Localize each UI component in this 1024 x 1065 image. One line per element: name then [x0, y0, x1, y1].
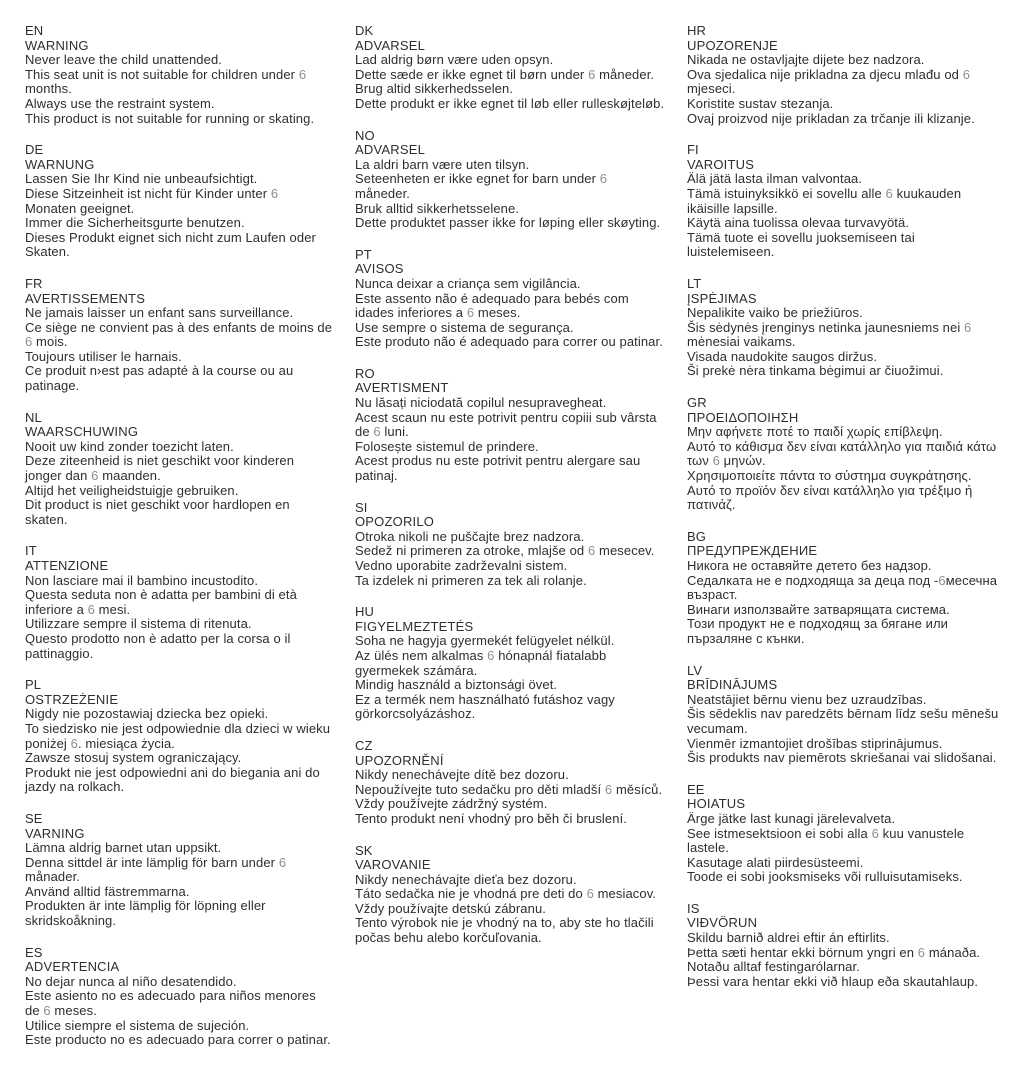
language-code: DE: [25, 142, 44, 158]
warning-line: Never leave the child unattended.: [25, 52, 222, 68]
age-number: 6: [587, 543, 596, 559]
warning-line: Visada naudokite saugos diržus.: [687, 348, 878, 364]
warning-line: Soha ne hagyja gyermekét felügyelet nélkül.: [355, 633, 615, 649]
warning-section-ee: [687, 783, 999, 885]
warning-line: Šis sėdynės įrenginys netinka jaunesniems nei 6 mėnesiai vaikams.: [687, 319, 972, 350]
warning-line: Táto sedačka nie je vhodná pre deti do 6 mesiacov.: [355, 886, 657, 902]
age-number: 6: [43, 1003, 51, 1019]
warning-line: Mindig használd a biztonsági övet.: [355, 677, 558, 693]
warning-line: Ova sjedalica nije prikladna za djecu mlađu od 6 mjeseci.: [687, 66, 971, 97]
warning-line: Toujours utiliser le harnais.: [25, 348, 182, 364]
warning-line: Otroka nikoli ne puščajte brez nadzora.: [355, 528, 585, 544]
age-number: 6: [270, 185, 279, 201]
warning-line: Folosește sistemul de prindere.: [355, 438, 539, 454]
warning-line: Nooit uw kind zonder toezicht laten.: [25, 438, 234, 454]
warning-line: Skildu barnið aldrei eftir án eftirlits.: [687, 930, 890, 946]
warning-column-2: [355, 24, 665, 1065]
language-code: PT: [355, 246, 372, 262]
age-number: 6: [278, 854, 287, 870]
warning-line: Винаги използвайте затварящата система.: [687, 601, 950, 617]
language-code: BG: [687, 528, 706, 544]
warning-section-dk: [355, 24, 665, 112]
age-number: 6: [917, 944, 926, 960]
age-number: 6: [885, 185, 893, 201]
warning-section-gr: [687, 396, 999, 513]
warning-line: Ce siège ne convient pas à des enfants de moins de 6 mois.: [25, 319, 333, 350]
warning-line: This seat unit is not suitable for children under 6 months.: [25, 66, 307, 97]
warning-line: Questa seduta non è adatta per bambini di età inferiore a 6 mesi.: [25, 587, 297, 617]
warning-line: Šis produkts nav piemērots skriešanai vai slidošanai.: [687, 750, 997, 766]
warning-line: Vždy používejte zádržný systém.: [355, 796, 548, 812]
language-code: HU: [355, 604, 374, 620]
warning-line: Diese Sitzeinheit ist nicht für Kinder unter 6 Monaten geeignet.: [25, 185, 279, 216]
warning-line: Este assento não é adequado para bebés com idades inferiores a 6 meses.: [355, 290, 629, 321]
warning-heading: UPOZORNĚNÍ: [355, 752, 444, 768]
language-code: SK: [355, 842, 373, 858]
warning-line: Este producto no es adecuado para correr o patinar.: [25, 1032, 331, 1048]
warning-line: Använd alltid fästremmarna.: [25, 883, 190, 899]
warning-section-es: [25, 946, 333, 1048]
warning-line: Nepoužívejte tuto sedačku pro děti mladší 6 měsíců.: [355, 781, 663, 797]
age-number: 6: [298, 66, 307, 82]
warning-line: Non lasciare mai il bambino incustodito.: [25, 572, 259, 588]
warning-line: Ne jamais laisser un enfant sans surveillance.: [25, 305, 294, 321]
warning-heading: ПРЕДУПРЕЖДЕНИЕ: [687, 543, 818, 559]
language-code: EN: [25, 23, 44, 38]
warning-section-fi: [687, 143, 999, 260]
age-number: 6: [599, 171, 608, 187]
warning-line: Μην αφήνετε ποτέ το παιδί χωρίς επίβλεψη.: [687, 424, 943, 440]
language-code: PL: [25, 677, 42, 693]
language-code: FI: [687, 142, 699, 158]
warning-section-se: [25, 812, 333, 929]
warning-line: Kasutage alati piirdesüsteemi.: [687, 854, 864, 870]
age-number: 6: [962, 66, 971, 82]
warning-line: Käytä aina tuolissa olevaa turvavyötä.: [687, 215, 910, 231]
warning-column-3: [687, 24, 999, 1065]
age-number: 6: [466, 305, 475, 321]
warning-line: No dejar nunca al niño desatendido.: [25, 973, 237, 989]
warning-section-it: [25, 544, 333, 661]
warning-line: Dit product is niet geschikt voor hardlopen en skaten.: [25, 497, 290, 527]
warning-line: Brug altid sikkerhedsselen.: [355, 81, 514, 97]
warning-line: Lämna aldrig barnet utan uppsikt.: [25, 840, 222, 856]
warning-heading: VAROITUS: [687, 156, 755, 172]
warning-line: Vedno uporabite zadrževalni sistem.: [355, 558, 568, 573]
warning-line: Χρησιμοποιείτε πάντα το σύστημα συγκράτησης.: [687, 468, 972, 484]
warning-line: Nunca deixar a criança sem vigilância.: [355, 275, 581, 291]
warning-heading: OPOZORILO: [355, 514, 435, 530]
age-number: 6: [87, 601, 95, 617]
language-code: FR: [25, 275, 43, 291]
warning-line: Az ülés nem alkalmas 6 hónapnál fiatalabb gyermekek számára.: [355, 647, 607, 678]
warning-section-sk: [355, 844, 665, 946]
warning-heading: WARNING: [25, 37, 89, 53]
warning-heading: ATTENZIONE: [25, 558, 109, 573]
age-number: 6: [91, 468, 99, 484]
warning-line: Vždy používajte detskú zábranu.: [355, 900, 546, 916]
language-code: SE: [25, 810, 43, 826]
warning-line: Nikdy nenechávejte dítě bez dozoru.: [355, 767, 569, 783]
warning-heading: VARNING: [25, 825, 85, 841]
warning-heading: FIGYELMEZTETÉS: [355, 618, 474, 634]
warning-section-is: [687, 902, 999, 990]
warning-heading: UPOZORENJE: [687, 37, 778, 53]
age-number: 6: [487, 647, 495, 663]
warning-heading: AVERTISMENT: [355, 380, 449, 396]
warning-heading: ĮSPĖJIMAS: [687, 290, 757, 306]
age-number: 6: [70, 735, 78, 751]
warning-heading: AVISOS: [355, 261, 404, 277]
warning-section-nl: [25, 411, 333, 528]
warning-line: Никога не оставяйте детето без надзор.: [687, 558, 932, 573]
warning-line: Bruk alltid sikkerhetsselene.: [355, 200, 520, 216]
age-number: 6: [586, 886, 594, 902]
warning-heading: ADVARSEL: [355, 37, 425, 53]
warning-line: Notaðu alltaf festingarólarnar.: [687, 959, 860, 975]
warning-section-lv: [687, 664, 999, 766]
warning-section-pt: [355, 248, 665, 350]
warning-line: Ši prekė nėra tinkama bėgimui ar čiuožimui.: [687, 363, 944, 379]
warning-line: Tento produkt není vhodný pro běh či bruslení.: [355, 810, 627, 826]
warning-heading: BRĪDINĀJUMS: [687, 677, 778, 693]
warning-heading: HOIATUS: [687, 796, 746, 812]
language-code: IT: [25, 543, 37, 559]
warning-section-en: [25, 24, 333, 126]
language-code: RO: [355, 365, 375, 381]
language-code: GR: [687, 395, 707, 411]
warning-line: Deze ziteenheid is niet geschikt voor kinderen jonger dan 6 maanden.: [25, 453, 295, 484]
warning-line: Questo prodotto non è adatto per la corsa o il pattinaggio.: [25, 630, 291, 661]
warning-line: See istmesektsioon ei sobi alla 6 kuu vanustele lastele.: [687, 825, 965, 856]
warning-line: Nu lăsați niciodată copilul nesupravegheat.: [355, 395, 607, 411]
warning-line: Toode ei sobi jooksmiseks või rulluisutamiseks.: [687, 869, 963, 885]
warning-heading: OSTRZEŻENIE: [25, 691, 119, 707]
warning-line: Tämä tuote ei sovellu juoksemiseen tai luistelemiseen.: [687, 229, 915, 260]
warning-line: Acest produs nu este potrivit pentru alergare sau patinaj.: [355, 453, 641, 484]
age-number: 6: [604, 781, 613, 797]
warning-line: Ärge jätke last kunagi järelevalveta.: [687, 810, 896, 826]
age-number: 6: [25, 334, 33, 350]
language-code: CZ: [355, 737, 373, 753]
warning-heading: ADVARSEL: [355, 142, 425, 158]
language-code: NO: [355, 127, 375, 143]
warning-line: Ce produit n›est pas adapté à la course ou au patinage.: [25, 363, 294, 394]
language-code: IS: [687, 900, 700, 916]
warning-column-1: [25, 24, 333, 1065]
warning-section-cz: [355, 739, 665, 827]
warning-line: Седалката не е подходяща за деца под -6месечна възраст.: [687, 572, 998, 603]
warning-heading: ΠΡΟΕΙΔΟΠΟΙΗΣΗ: [687, 409, 799, 425]
warning-line: Zawsze stosuj system ograniczający.: [25, 750, 242, 766]
warning-line: Lassen Sie Ihr Kind nie unbeaufsichtigt.: [25, 171, 258, 187]
warning-section-no: [355, 129, 665, 231]
warning-section-fr: [25, 277, 333, 394]
warning-section-ro: [355, 367, 665, 484]
warning-line: La aldri barn være uten tilsyn.: [355, 156, 530, 172]
warning-line: Seteenheten er ikke egnet for barn under 6 måneder.: [355, 171, 608, 201]
warning-line: Nepalikite vaiko be priežiūros.: [687, 305, 863, 321]
warning-line: Dette sæde er ikke egnet til børn under 6 måneder.: [355, 66, 655, 82]
warning-line: Nikada ne ostavljajte dijete bez nadzora.: [687, 52, 925, 68]
warning-line: Dieses Produkt eignet sich nicht zum Laufen oder Skaten.: [25, 229, 316, 260]
warning-line: Ta izdelek ni primeren za tek ali rolanje.: [355, 572, 587, 588]
warning-line: Denna sittdel är inte lämplig för barn under 6 månader.: [25, 854, 287, 885]
age-number: 6: [938, 572, 946, 588]
language-code: LV: [687, 662, 703, 678]
warning-line: Ovaj proizvod nije prikladan za trčanje ili klizanje.: [687, 110, 975, 126]
warning-line: Utilizzare sempre il sistema di ritenuta.: [25, 616, 252, 632]
warning-section-hu: [355, 605, 665, 722]
warning-heading: WARNUNG: [25, 156, 95, 172]
warning-line: Este asiento no es adecuado para niños menores de 6 meses.: [25, 988, 316, 1019]
language-code: EE: [687, 781, 705, 797]
warning-section-si: [355, 501, 665, 589]
warning-heading: ADVERTENCIA: [25, 959, 120, 975]
warning-line: Vienmēr izmantojiet drošības stiprinājumus.: [687, 735, 943, 751]
warning-line: Dette produktet passer ikke for løping eller skøyting.: [355, 215, 661, 231]
warning-line: Nigdy nie pozostawiaj dziecka bez opieki.: [25, 706, 269, 722]
language-code: ES: [25, 944, 43, 960]
warning-line: Always use the restraint system.: [25, 95, 215, 111]
age-number: 6: [964, 319, 972, 335]
warning-heading: VIÐVÖRUN: [687, 915, 758, 931]
warning-heading: AVERTISSEMENTS: [25, 290, 146, 306]
warning-line: This product is not suitable for running or skating.: [25, 110, 315, 126]
warning-line: Αυτό το κάθισμα δεν είναι κατάλληλο για παιδιά κάτω των 6 μηνών.: [687, 438, 997, 469]
warning-line: Šis sēdeklis nav paredzēts bērnam līdz sešu mēnešu vecumam.: [687, 706, 999, 736]
warning-line: Älä jätä lasta ilman valvontaa.: [687, 171, 863, 187]
age-number: 6: [373, 424, 381, 440]
warning-line: Nikdy nenechávajte dieťa bez dozoru.: [355, 871, 577, 887]
warning-line: Utilice siempre el sistema de sujeción.: [25, 1017, 250, 1033]
warning-line: Dette produkt er ikke egnet til løb eller rulleskøjteløb.: [355, 95, 665, 111]
warning-line: Ez a termék nem használható futáshoz vagy görkorcsolyázáshoz.: [355, 691, 615, 722]
warning-section-lt: [687, 277, 999, 379]
warning-line: Produkt nie jest odpowiedni ani do biegania ani do jazdy na rolkach.: [25, 764, 320, 795]
warning-line: Koristite sustav stezanja.: [687, 95, 834, 111]
warning-section-pl: [25, 678, 333, 795]
warning-line: Altijd het veiligheidstuigje gebruiken.: [25, 482, 239, 498]
warning-line: Este produto não é adequado para correr ou patinar.: [355, 334, 663, 350]
language-code: HR: [687, 23, 706, 38]
warning-section-hr: [687, 24, 999, 126]
warning-line: Lad aldrig børn være uden opsyn.: [355, 52, 554, 68]
language-code: LT: [687, 275, 702, 291]
warning-line: Þessi vara hentar ekki við hlaup eða skautahlaup.: [687, 973, 979, 989]
warning-line: To siedzisko nie jest odpowiednie dla dzieci w wieku poniżej 6. miesiąca życia.: [25, 720, 331, 751]
warning-line: Þetta sæti hentar ekki börnum yngri en 6 mánaða.: [687, 944, 981, 960]
age-number: 6: [871, 825, 879, 841]
warning-section-bg: [687, 530, 999, 647]
language-code: SI: [355, 499, 368, 515]
warning-line: Tämä istuinyksikkö ei sovellu alle 6 kuukauden ikäisille lapsille.: [687, 185, 962, 216]
age-number: 6: [712, 453, 720, 469]
warning-line: Αυτό το προϊόν δεν είναι κατάλληλο για τρέξιμο ή πατινάζ.: [687, 482, 973, 513]
warning-line: Tento výrobok nie je vhodný na to, aby ste ho tlačili počas behu alebo korčuľovania.: [355, 915, 654, 946]
language-code: NL: [25, 409, 42, 425]
warning-heading: VAROVANIE: [355, 857, 431, 873]
warning-heading: WAARSCHUWING: [25, 424, 139, 440]
warning-line: Immer die Sicherheitsgurte benutzen.: [25, 215, 245, 231]
warning-section-de: [25, 143, 333, 260]
warning-line: Acest scaun nu este potrivit pentru copiii sub vârsta de 6 luni.: [355, 409, 657, 440]
warning-line: Sedež ni primeren za otroke, mlajše od 6 mesecev.: [355, 543, 655, 559]
language-code: DK: [355, 23, 374, 38]
warning-line: Neatstājiet bērnu vienu bez uzraudzības.: [687, 691, 927, 707]
warning-line: Този продукт не е подходящ за бягане или пързаляне с кънки.: [687, 616, 949, 646]
warning-line: Produkten är inte lämplig för löpning eller skridskoåkning.: [25, 898, 266, 929]
age-number: 6: [588, 66, 596, 82]
warning-line: Use sempre o sistema de segurança.: [355, 319, 574, 335]
